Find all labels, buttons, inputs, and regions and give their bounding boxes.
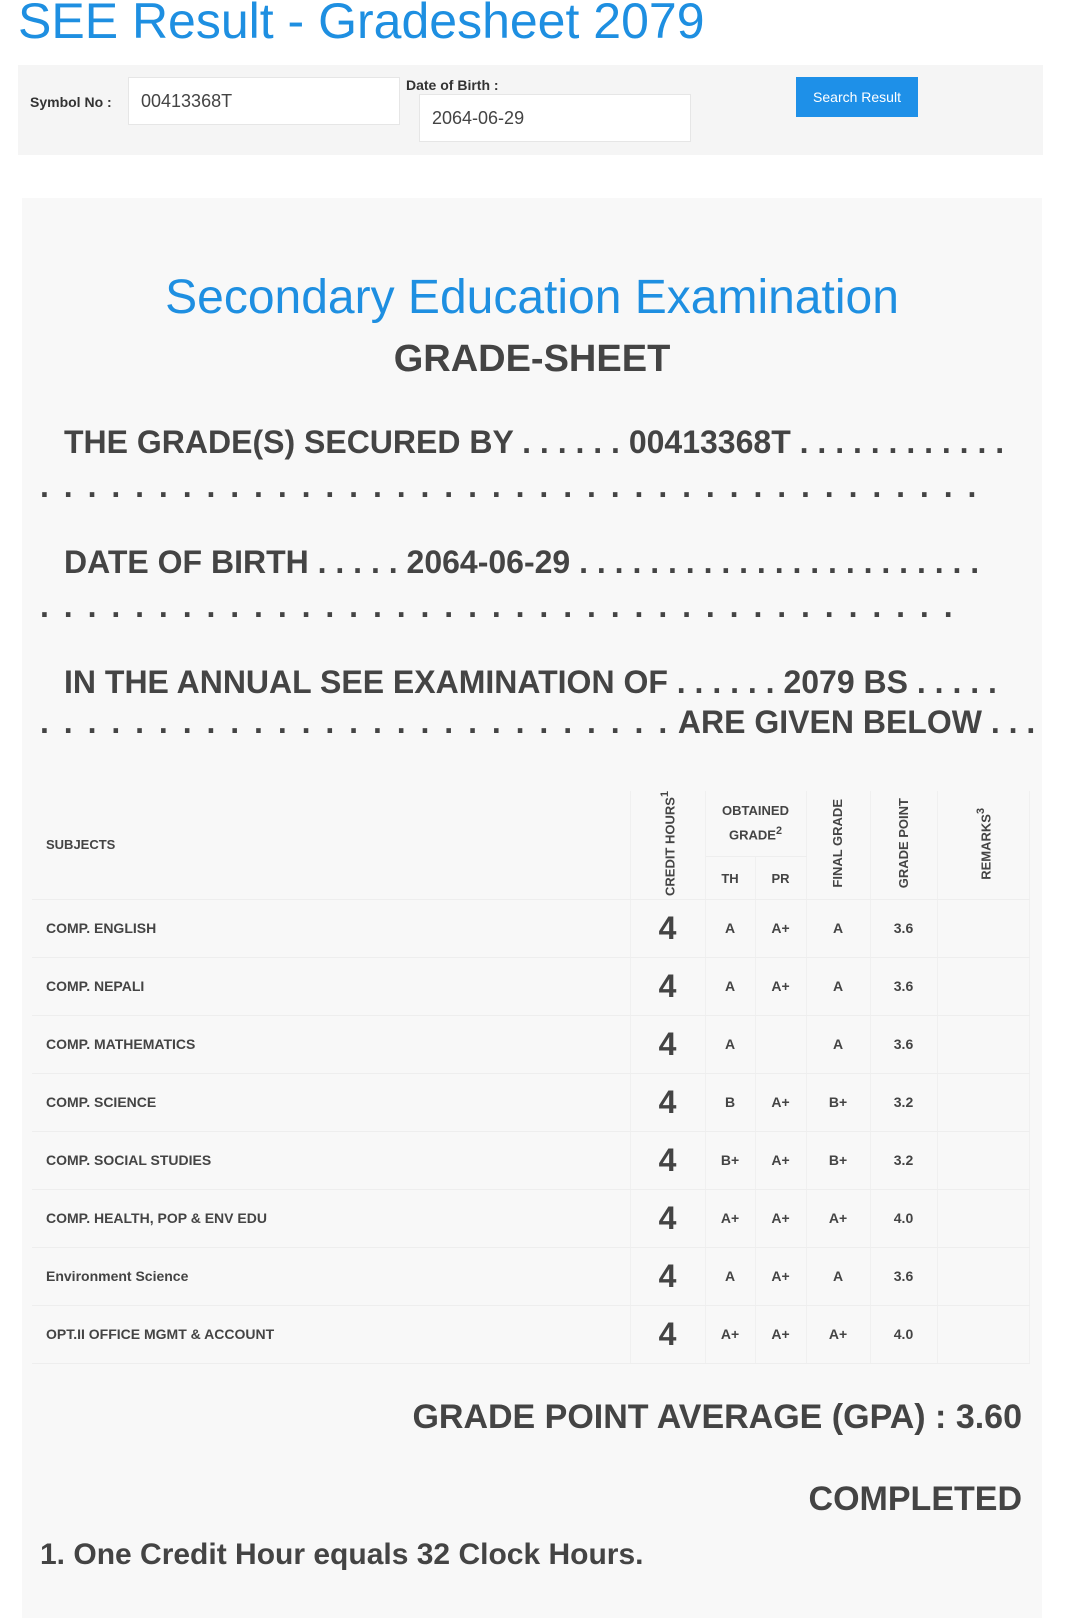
col-th: TH	[705, 857, 755, 900]
col-obtained-label: OBTAINED GRADE	[722, 803, 789, 843]
pr-cell: A+	[755, 1247, 806, 1305]
credit-cell: 4	[630, 1189, 705, 1247]
subject-cell: Environment Science	[32, 1247, 630, 1305]
given-below-line: . . . . . . . . . . . . . . . . . . . . . . . . . . . ARE GIVEN BELOW . . .	[40, 704, 1036, 740]
remarks-cell	[937, 899, 1030, 957]
col-final-label: FINAL GRADE	[830, 799, 845, 888]
subject-cell: COMP. ENGLISH	[32, 899, 630, 957]
credit-cell: 4	[630, 899, 705, 957]
th-cell: A	[705, 1015, 755, 1073]
table-row	[32, 1131, 1030, 1189]
secured-by-value: 00413368T	[628, 424, 791, 460]
dob-input[interactable]: 2064-06-29	[419, 94, 691, 142]
credit-cell: 4	[630, 1073, 705, 1131]
remarks-cell	[937, 1247, 1030, 1305]
sup: 1	[658, 791, 671, 798]
credit-cell: 4	[630, 1247, 705, 1305]
symbol-label: Symbol No :	[30, 94, 112, 110]
subject-cell: COMP. HEALTH, POP & ENV EDU	[32, 1189, 630, 1247]
symbol-input[interactable]: 00413368T	[128, 77, 400, 125]
gpa: GRADE POINT AVERAGE (GPA) : 3.60	[412, 1398, 1022, 1436]
final-cell: A+	[806, 1305, 870, 1363]
gp-cell: 4.0	[870, 1189, 937, 1247]
pr-cell: A+	[755, 1305, 806, 1363]
dots: . . . . . . . . . . . . . . . . . . . . . . . . . . . . . . . . . . . . . . . .	[40, 468, 980, 504]
sup: 3	[974, 807, 987, 814]
subject-cell: OPT.II OFFICE MGMT & ACCOUNT	[32, 1305, 630, 1363]
exam-label: IN THE ANNUAL SEE EXAMINATION OF	[64, 664, 668, 700]
sup: 2	[775, 825, 782, 838]
final-cell: B+	[806, 1073, 870, 1131]
remarks-cell	[937, 1189, 1030, 1247]
col-subjects: SUBJECTS	[32, 791, 630, 899]
dob-label: Date of Birth :	[406, 77, 499, 93]
col-credit-hours	[630, 791, 705, 899]
remarks-cell	[937, 957, 1030, 1015]
subject-cell: COMP. SCIENCE	[32, 1073, 630, 1131]
final-cell: A	[806, 1015, 870, 1073]
col-remarks	[937, 791, 1030, 899]
table-row	[32, 957, 1030, 1015]
final-cell: A	[806, 957, 870, 1015]
remarks-cell	[937, 1073, 1030, 1131]
secured-by-line: THE GRADE(S) SECURED BY . . . . . . 00413368T . . . . . . . . . . . .	[64, 424, 1005, 460]
col-pr: PR	[755, 857, 806, 900]
gp-cell: 3.2	[870, 1131, 937, 1189]
dob-line: DATE OF BIRTH . . . . . 2064-06-29 . . . . . . . . . . . . . . . . . . . . . . .	[64, 544, 980, 580]
table-row	[32, 1189, 1030, 1247]
search-result-button[interactable]: Search Result	[796, 77, 918, 117]
pr-cell: A+	[755, 899, 806, 957]
exam-value: 2079 BS	[783, 664, 908, 700]
col-credit-label: CREDIT HOURS	[662, 797, 678, 896]
pr-cell: A+	[755, 957, 806, 1015]
gp-cell: 3.6	[870, 1247, 937, 1305]
col-obtained-grade	[705, 791, 806, 857]
remarks-cell	[937, 1015, 1030, 1073]
th-cell: B+	[705, 1131, 755, 1189]
th-cell: A	[705, 899, 755, 957]
page-title: SEE Result - Gradesheet 2079	[18, 0, 705, 49]
grade-table	[32, 791, 1030, 1364]
pr-cell: A+	[755, 1131, 806, 1189]
credit-cell: 4	[630, 957, 705, 1015]
table-row	[32, 1073, 1030, 1131]
sheet-subheading: GRADE-SHEET	[393, 338, 671, 380]
th-cell: A+	[705, 1189, 755, 1247]
subject-cell: COMP. SOCIAL STUDIES	[32, 1131, 630, 1189]
sheet-heading: Secondary Education Examination	[165, 271, 899, 324]
col-gp-label: GRADE POINT	[895, 798, 911, 889]
dob-line-value: 2064-06-29	[406, 544, 571, 580]
pr-cell: A+	[755, 1073, 806, 1131]
th-cell: A	[705, 1247, 755, 1305]
exam-line: IN THE ANNUAL SEE EXAMINATION OF . . . . . . 2079 BS . . . . .	[64, 664, 997, 700]
table-row	[32, 1247, 1030, 1305]
col-final-grade	[806, 791, 870, 899]
subject-cell: COMP. MATHEMATICS	[32, 1015, 630, 1073]
footnote: 1. One Credit Hour equals 32 Clock Hours.	[40, 1538, 644, 1571]
subject-cell: COMP. NEPALI	[32, 957, 630, 1015]
final-cell: A+	[806, 1189, 870, 1247]
grade-sheet	[22, 198, 1042, 1618]
credit-cell: 4	[630, 1305, 705, 1363]
th-cell: A+	[705, 1305, 755, 1363]
th-cell: A	[705, 957, 755, 1015]
gp-cell: 3.2	[870, 1073, 937, 1131]
gp-cell: 3.6	[870, 957, 937, 1015]
remarks-cell	[937, 1305, 1030, 1363]
pr-cell	[755, 1015, 806, 1073]
gp-cell: 3.6	[870, 899, 937, 957]
gp-cell: 4.0	[870, 1305, 937, 1363]
credit-cell: 4	[630, 1015, 705, 1073]
given-below: ARE GIVEN BELOW	[677, 704, 982, 740]
status: COMPLETED	[808, 1480, 1022, 1518]
final-cell: A	[806, 1247, 870, 1305]
table-row	[32, 1015, 1030, 1073]
th-cell: B	[705, 1073, 755, 1131]
search-form	[18, 65, 1043, 155]
dots: . . . . . . . . . . . . . . . . . . . . . . . . . . . . . . . . . . . . . . .	[40, 588, 956, 624]
final-cell: B+	[806, 1131, 870, 1189]
dob-line-label: DATE OF BIRTH	[64, 544, 309, 580]
remarks-cell	[937, 1131, 1030, 1189]
pr-cell: A+	[755, 1189, 806, 1247]
col-remarks-label: REMARKS	[977, 813, 993, 880]
col-grade-point	[870, 791, 937, 899]
credit-cell: 4	[630, 1131, 705, 1189]
table-row	[32, 899, 1030, 957]
table-row	[32, 1305, 1030, 1363]
gp-cell: 3.6	[870, 1015, 937, 1073]
final-cell: A	[806, 899, 870, 957]
secured-by-label: THE GRADE(S) SECURED BY	[64, 424, 514, 460]
